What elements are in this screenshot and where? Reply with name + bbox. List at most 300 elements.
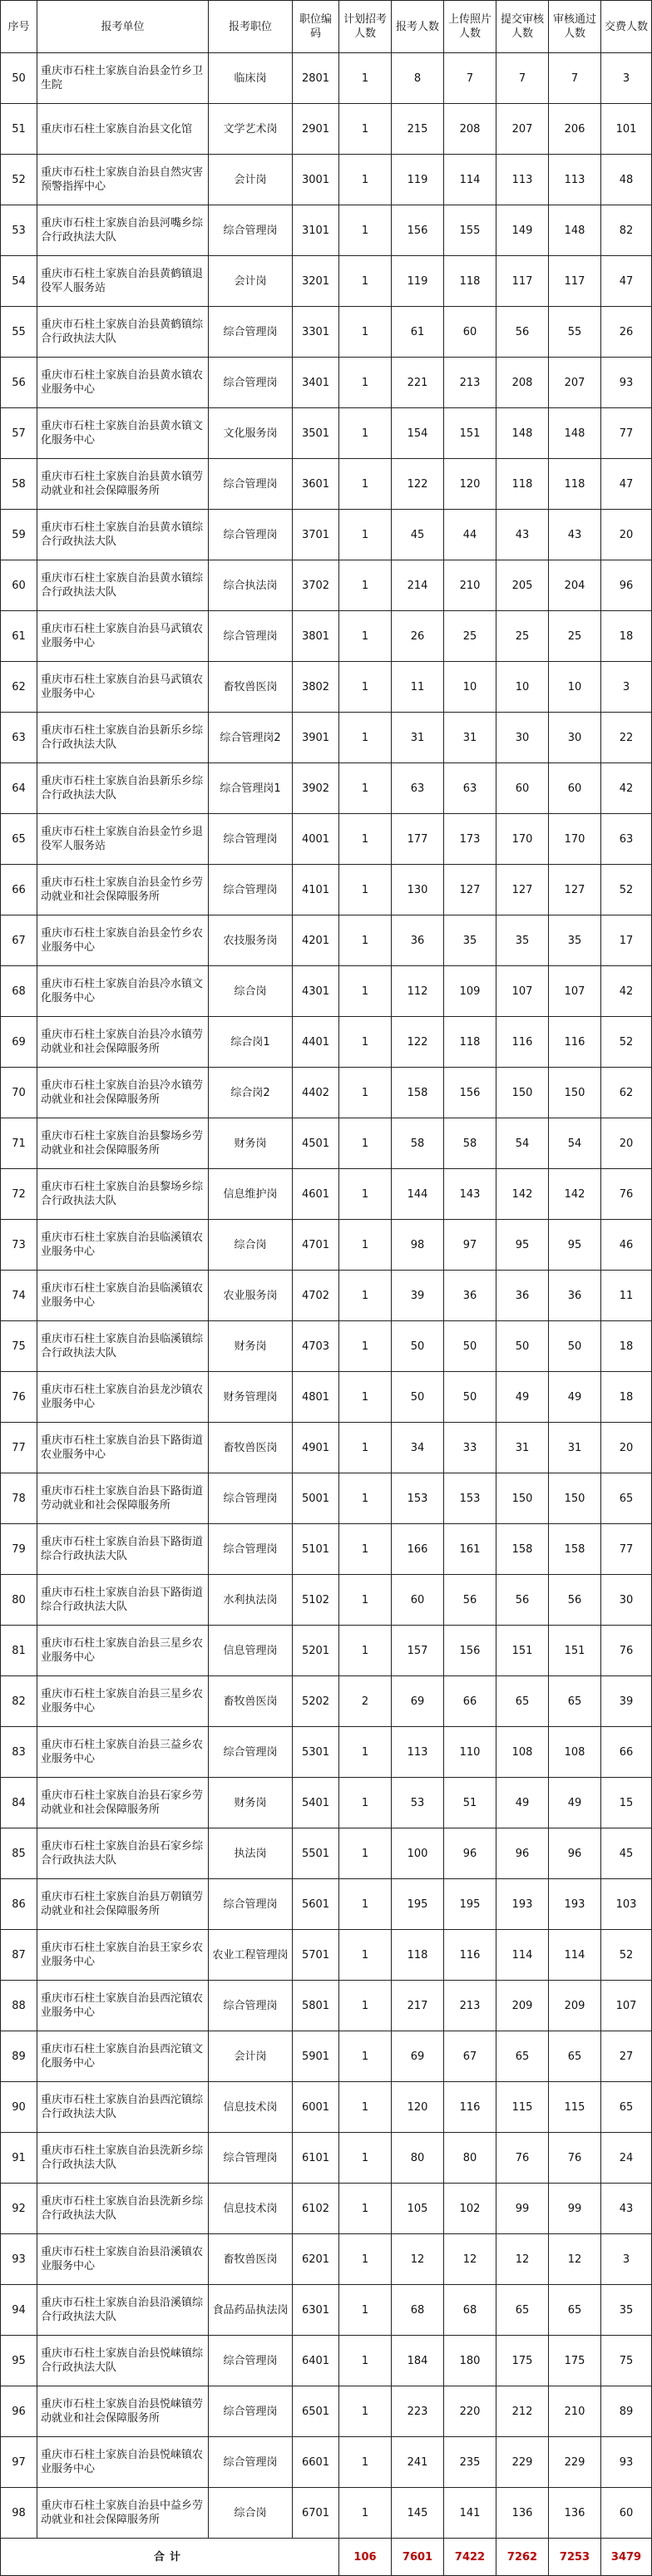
paid-count: 46 <box>601 1220 652 1271</box>
paid-count: 76 <box>601 1169 652 1220</box>
row-index: 62 <box>1 662 37 713</box>
paid-count: 60 <box>601 2488 652 2539</box>
table-row <box>1 1068 652 1118</box>
paid-count: 47 <box>601 256 652 307</box>
plan-count: 1 <box>339 1220 392 1271</box>
header-plan: 计划招考人数 <box>339 1 392 53</box>
position-code: 4601 <box>293 1169 339 1220</box>
position-name: 综合管理岗 <box>209 611 293 662</box>
unit-name: 重庆市石柱土家族自治县三益乡农业服务中心 <box>37 1727 209 1778</box>
position-name: 综合管理岗 <box>209 2437 293 2488</box>
position-code: 5301 <box>293 1727 339 1778</box>
position-name: 信息管理岗 <box>209 1626 293 1676</box>
submitted-count: 136 <box>496 2488 549 2539</box>
position-code: 3702 <box>293 560 339 611</box>
position-code: 4101 <box>293 865 339 915</box>
approved-count: 113 <box>549 155 601 205</box>
row-index: 58 <box>1 459 37 510</box>
approved-count: 10 <box>549 662 601 713</box>
approved-count: 206 <box>549 104 601 155</box>
submitted-count: 150 <box>496 1068 549 1118</box>
table-row <box>1 2082 652 2133</box>
photo-count: 116 <box>444 1930 496 1981</box>
photo-count: 156 <box>444 1068 496 1118</box>
position-name: 会计岗 <box>209 256 293 307</box>
row-index: 79 <box>1 1524 37 1575</box>
position-name: 综合管理岗 <box>209 1727 293 1778</box>
unit-name: 重庆市石柱土家族自治县黄水镇文化服务中心 <box>37 408 209 459</box>
position-name: 财务管理岗 <box>209 1372 293 1423</box>
table-row <box>1 1575 652 1626</box>
applicant-count: 118 <box>392 1930 444 1981</box>
paid-count: 11 <box>601 1271 652 1321</box>
row-index: 53 <box>1 205 37 256</box>
applicant-count: 80 <box>392 2133 444 2184</box>
submitted-count: 193 <box>496 1879 549 1930</box>
submitted-count: 65 <box>496 2031 549 2082</box>
table-row <box>1 560 652 611</box>
approved-count: 49 <box>549 1778 601 1828</box>
applicant-count: 223 <box>392 2386 444 2437</box>
total-submitted: 7262 <box>496 2539 549 2576</box>
row-index: 70 <box>1 1068 37 1118</box>
unit-name: 重庆市石柱土家族自治县三星乡农业服务中心 <box>37 1676 209 1727</box>
submitted-count: 31 <box>496 1423 549 1473</box>
table-body <box>1 53 652 2539</box>
plan-count: 1 <box>339 1372 392 1423</box>
submitted-count: 127 <box>496 865 549 915</box>
position-code: 6201 <box>293 2234 339 2285</box>
total-label: 合计 <box>1 2539 339 2576</box>
unit-name: 重庆市石柱土家族自治县悦崃镇劳动就业和社会保障服务所 <box>37 2386 209 2437</box>
applicant-count: 31 <box>392 713 444 763</box>
table-row <box>1 2437 652 2488</box>
total-approved: 7253 <box>549 2539 601 2576</box>
photo-count: 210 <box>444 560 496 611</box>
position-code: 4801 <box>293 1372 339 1423</box>
paid-count: 3 <box>601 662 652 713</box>
applicant-count: 36 <box>392 915 444 966</box>
submitted-count: 95 <box>496 1220 549 1271</box>
paid-count: 20 <box>601 1118 652 1169</box>
table-row <box>1 713 652 763</box>
approved-count: 65 <box>549 2031 601 2082</box>
plan-count: 1 <box>339 459 392 510</box>
unit-name: 重庆市石柱土家族自治县黄鹤镇退役军人服务站 <box>37 256 209 307</box>
row-index: 75 <box>1 1321 37 1372</box>
position-code: 5202 <box>293 1676 339 1727</box>
applicant-count: 215 <box>392 104 444 155</box>
photo-count: 10 <box>444 662 496 713</box>
submitted-count: 116 <box>496 1017 549 1068</box>
row-index: 94 <box>1 2285 37 2336</box>
photo-count: 80 <box>444 2133 496 2184</box>
approved-count: 150 <box>549 1473 601 1524</box>
plan-count: 1 <box>339 53 392 104</box>
row-index: 85 <box>1 1828 37 1879</box>
position-name: 信息技术岗 <box>209 2184 293 2234</box>
unit-name: 重庆市石柱土家族自治县悦崃镇农业服务中心 <box>37 2437 209 2488</box>
photo-count: 63 <box>444 763 496 814</box>
row-index: 54 <box>1 256 37 307</box>
submitted-count: 96 <box>496 1828 549 1879</box>
photo-count: 12 <box>444 2234 496 2285</box>
applicant-count: 214 <box>392 560 444 611</box>
table-row <box>1 1778 652 1828</box>
submitted-count: 65 <box>496 1676 549 1727</box>
plan-count: 1 <box>339 1626 392 1676</box>
submitted-count: 118 <box>496 459 549 510</box>
paid-count: 96 <box>601 560 652 611</box>
approved-count: 118 <box>549 459 601 510</box>
row-index: 92 <box>1 2184 37 2234</box>
position-name: 综合岗 <box>209 1220 293 1271</box>
submitted-count: 60 <box>496 763 549 814</box>
plan-count: 1 <box>339 256 392 307</box>
header-applicants: 报考人数 <box>392 1 444 53</box>
plan-count: 1 <box>339 1068 392 1118</box>
applicant-count: 113 <box>392 1727 444 1778</box>
position-code: 3802 <box>293 662 339 713</box>
position-name: 综合管理岗 <box>209 814 293 865</box>
table-row <box>1 1524 652 1575</box>
unit-name: 重庆市石柱土家族自治县黄水镇农业服务中心 <box>37 358 209 408</box>
applicant-count: 177 <box>392 814 444 865</box>
table-row <box>1 205 652 256</box>
photo-count: 141 <box>444 2488 496 2539</box>
position-code: 3801 <box>293 611 339 662</box>
unit-name: 重庆市石柱土家族自治县黎场乡劳动就业和社会保障服务所 <box>37 1118 209 1169</box>
plan-count: 1 <box>339 2285 392 2336</box>
approved-count: 56 <box>549 1575 601 1626</box>
plan-count: 2 <box>339 1676 392 1727</box>
position-name: 水利执法岗 <box>209 1575 293 1626</box>
table-row <box>1 510 652 560</box>
submitted-count: 207 <box>496 104 549 155</box>
paid-count: 30 <box>601 1575 652 1626</box>
applicant-count: 122 <box>392 459 444 510</box>
plan-count: 1 <box>339 1879 392 1930</box>
paid-count: 66 <box>601 1727 652 1778</box>
photo-count: 208 <box>444 104 496 155</box>
position-name: 财务岗 <box>209 1321 293 1372</box>
photo-count: 35 <box>444 915 496 966</box>
submitted-count: 117 <box>496 256 549 307</box>
submitted-count: 7 <box>496 53 549 104</box>
paid-count: 101 <box>601 104 652 155</box>
applicant-count: 26 <box>392 611 444 662</box>
row-index: 69 <box>1 1017 37 1068</box>
table-row <box>1 814 652 865</box>
unit-name: 重庆市石柱土家族自治县黎场乡综合行政执法大队 <box>37 1169 209 1220</box>
table-row <box>1 763 652 814</box>
position-code: 2901 <box>293 104 339 155</box>
applicant-count: 53 <box>392 1778 444 1828</box>
applicant-count: 98 <box>392 1220 444 1271</box>
approved-count: 55 <box>549 307 601 358</box>
unit-name: 重庆市石柱土家族自治县河嘴乡综合行政执法大队 <box>37 205 209 256</box>
applicant-count: 8 <box>392 53 444 104</box>
photo-count: 120 <box>444 459 496 510</box>
plan-count: 1 <box>339 1727 392 1778</box>
unit-name: 重庆市石柱土家族自治县王家乡农业服务中心 <box>37 1930 209 1981</box>
approved-count: 76 <box>549 2133 601 2184</box>
row-index: 95 <box>1 2336 37 2386</box>
applicant-count: 158 <box>392 1068 444 1118</box>
position-code: 5102 <box>293 1575 339 1626</box>
paid-count: 107 <box>601 1981 652 2031</box>
approved-count: 117 <box>549 256 601 307</box>
submitted-count: 150 <box>496 1473 549 1524</box>
row-index: 83 <box>1 1727 37 1778</box>
approved-count: 108 <box>549 1727 601 1778</box>
table-row <box>1 53 652 104</box>
table-row <box>1 1220 652 1271</box>
row-index: 50 <box>1 53 37 104</box>
paid-count: 52 <box>601 1930 652 1981</box>
plan-count: 1 <box>339 358 392 408</box>
unit-name: 重庆市石柱土家族自治县西沱镇综合行政执法大队 <box>37 2082 209 2133</box>
submitted-count: 114 <box>496 1930 549 1981</box>
paid-count: 48 <box>601 155 652 205</box>
table-row <box>1 358 652 408</box>
row-index: 84 <box>1 1778 37 1828</box>
applicant-count: 120 <box>392 2082 444 2133</box>
header-code: 职位编码 <box>293 1 339 53</box>
unit-name: 重庆市石柱土家族自治县中益乡劳动就业和社会保障服务所 <box>37 2488 209 2539</box>
position-name: 财务岗 <box>209 1118 293 1169</box>
position-name: 会计岗 <box>209 2031 293 2082</box>
applicant-count: 217 <box>392 1981 444 2031</box>
plan-count: 1 <box>339 1423 392 1473</box>
approved-count: 65 <box>549 1676 601 1727</box>
row-index: 56 <box>1 358 37 408</box>
table-row <box>1 1828 652 1879</box>
unit-name: 重庆市石柱土家族自治县冷水镇文化服务中心 <box>37 966 209 1017</box>
submitted-count: 49 <box>496 1372 549 1423</box>
approved-count: 148 <box>549 408 601 459</box>
applicant-count: 221 <box>392 358 444 408</box>
unit-name: 重庆市石柱土家族自治县临溪镇综合行政执法大队 <box>37 1321 209 1372</box>
position-name: 综合管理岗 <box>209 510 293 560</box>
table-row <box>1 1981 652 2031</box>
submitted-count: 43 <box>496 510 549 560</box>
submitted-count: 209 <box>496 1981 549 2031</box>
table-row <box>1 1473 652 1524</box>
position-name: 综合管理岗 <box>209 1981 293 2031</box>
submitted-count: 99 <box>496 2184 549 2234</box>
position-code: 6601 <box>293 2437 339 2488</box>
applicant-count: 100 <box>392 1828 444 1879</box>
position-name: 综合管理岗1 <box>209 763 293 814</box>
table-row <box>1 1372 652 1423</box>
position-name: 综合管理岗2 <box>209 713 293 763</box>
table-row <box>1 1676 652 1727</box>
paid-count: 45 <box>601 1828 652 1879</box>
table-row <box>1 1930 652 1981</box>
paid-count: 62 <box>601 1068 652 1118</box>
approved-count: 148 <box>549 205 601 256</box>
paid-count: 20 <box>601 1423 652 1473</box>
applicant-count: 119 <box>392 256 444 307</box>
paid-count: 43 <box>601 2184 652 2234</box>
paid-count: 35 <box>601 2285 652 2336</box>
approved-count: 43 <box>549 510 601 560</box>
submitted-count: 76 <box>496 2133 549 2184</box>
unit-name: 重庆市石柱土家族自治县金竹乡卫生院 <box>37 53 209 104</box>
photo-count: 67 <box>444 2031 496 2082</box>
applicant-count: 45 <box>392 510 444 560</box>
applicant-count: 184 <box>392 2336 444 2386</box>
position-code: 6102 <box>293 2184 339 2234</box>
plan-count: 1 <box>339 611 392 662</box>
position-code: 5701 <box>293 1930 339 1981</box>
photo-count: 7 <box>444 53 496 104</box>
header-position: 报考职位 <box>209 1 293 53</box>
position-code: 6401 <box>293 2336 339 2386</box>
submitted-count: 113 <box>496 155 549 205</box>
plan-count: 1 <box>339 1118 392 1169</box>
row-index: 55 <box>1 307 37 358</box>
position-code: 6701 <box>293 2488 339 2539</box>
submitted-count: 107 <box>496 966 549 1017</box>
applicant-count: 11 <box>392 662 444 713</box>
unit-name: 重庆市石柱土家族自治县石家乡劳动就业和社会保障服务所 <box>37 1778 209 1828</box>
table-row <box>1 256 652 307</box>
photo-count: 127 <box>444 865 496 915</box>
position-name: 综合岗 <box>209 2488 293 2539</box>
photo-count: 220 <box>444 2386 496 2437</box>
submitted-count: 10 <box>496 662 549 713</box>
plan-count: 1 <box>339 763 392 814</box>
row-index: 66 <box>1 865 37 915</box>
header-approved: 审核通过人数 <box>549 1 601 53</box>
unit-name: 重庆市石柱土家族自治县下路街道综合行政执法大队 <box>37 1575 209 1626</box>
position-name: 综合管理岗 <box>209 358 293 408</box>
photo-count: 143 <box>444 1169 496 1220</box>
plan-count: 1 <box>339 1169 392 1220</box>
unit-name: 重庆市石柱土家族自治县冷水镇劳动就业和社会保障服务所 <box>37 1017 209 1068</box>
submitted-count: 158 <box>496 1524 549 1575</box>
position-name: 执法岗 <box>209 1828 293 1879</box>
row-index: 91 <box>1 2133 37 2184</box>
unit-name: 重庆市石柱土家族自治县三星乡农业服务中心 <box>37 1626 209 1676</box>
submitted-count: 65 <box>496 2285 549 2336</box>
approved-count: 36 <box>549 1271 601 1321</box>
photo-count: 109 <box>444 966 496 1017</box>
photo-count: 114 <box>444 155 496 205</box>
row-index: 87 <box>1 1930 37 1981</box>
table-row <box>1 2184 652 2234</box>
unit-name: 重庆市石柱土家族自治县下路街道劳动就业和社会保障服务所 <box>37 1473 209 1524</box>
submitted-count: 208 <box>496 358 549 408</box>
submitted-count: 175 <box>496 2336 549 2386</box>
photo-count: 153 <box>444 1473 496 1524</box>
unit-name: 重庆市石柱土家族自治县临溪镇农业服务中心 <box>37 1271 209 1321</box>
paid-count: 93 <box>601 2437 652 2488</box>
submitted-count: 170 <box>496 814 549 865</box>
submitted-count: 115 <box>496 2082 549 2133</box>
position-code: 6101 <box>293 2133 339 2184</box>
plan-count: 1 <box>339 1778 392 1828</box>
table-row <box>1 1626 652 1676</box>
photo-count: 58 <box>444 1118 496 1169</box>
applicant-count: 50 <box>392 1372 444 1423</box>
plan-count: 1 <box>339 560 392 611</box>
approved-count: 127 <box>549 865 601 915</box>
table-row <box>1 1271 652 1321</box>
paid-count: 18 <box>601 1321 652 1372</box>
paid-count: 15 <box>601 1778 652 1828</box>
position-code: 4701 <box>293 1220 339 1271</box>
table-row <box>1 2133 652 2184</box>
table-row <box>1 2488 652 2539</box>
position-code: 2801 <box>293 53 339 104</box>
position-code: 6501 <box>293 2386 339 2437</box>
table-row <box>1 865 652 915</box>
approved-count: 175 <box>549 2336 601 2386</box>
photo-count: 110 <box>444 1727 496 1778</box>
position-code: 4703 <box>293 1321 339 1372</box>
row-index: 77 <box>1 1423 37 1473</box>
plan-count: 1 <box>339 2234 392 2285</box>
header-unit: 报考单位 <box>37 1 209 53</box>
approved-count: 50 <box>549 1321 601 1372</box>
position-name: 农业工程管理岗 <box>209 1930 293 1981</box>
applicant-count: 12 <box>392 2234 444 2285</box>
submitted-count: 35 <box>496 915 549 966</box>
approved-count: 96 <box>549 1828 601 1879</box>
position-code: 3001 <box>293 155 339 205</box>
paid-count: 18 <box>601 1372 652 1423</box>
table-row <box>1 1879 652 1930</box>
table-row <box>1 2386 652 2437</box>
approved-count: 204 <box>549 560 601 611</box>
position-name: 综合岗2 <box>209 1068 293 1118</box>
unit-name: 重庆市石柱土家族自治县自然灾害预警指挥中心 <box>37 155 209 205</box>
unit-name: 重庆市石柱土家族自治县金竹乡退役军人服务站 <box>37 814 209 865</box>
unit-name: 重庆市石柱土家族自治县黄鹤镇综合行政执法大队 <box>37 307 209 358</box>
paid-count: 82 <box>601 205 652 256</box>
position-name: 综合管理岗 <box>209 2336 293 2386</box>
photo-count: 25 <box>444 611 496 662</box>
position-code: 5101 <box>293 1524 339 1575</box>
plan-count: 1 <box>339 1017 392 1068</box>
table-row <box>1 2031 652 2082</box>
paid-count: 93 <box>601 358 652 408</box>
approved-count: 170 <box>549 814 601 865</box>
position-code: 4702 <box>293 1271 339 1321</box>
approved-count: 136 <box>549 2488 601 2539</box>
unit-name: 重庆市石柱土家族自治县下路街道农业服务中心 <box>37 1423 209 1473</box>
paid-count: 75 <box>601 2336 652 2386</box>
position-name: 畜牧兽医岗 <box>209 662 293 713</box>
position-name: 食品药品执法岗 <box>209 2285 293 2336</box>
photo-count: 33 <box>444 1423 496 1473</box>
row-index: 93 <box>1 2234 37 2285</box>
approved-count: 31 <box>549 1423 601 1473</box>
submitted-count: 12 <box>496 2234 549 2285</box>
row-index: 74 <box>1 1271 37 1321</box>
total-row <box>1 2539 652 2576</box>
position-code: 6001 <box>293 2082 339 2133</box>
photo-count: 155 <box>444 205 496 256</box>
approved-count: 30 <box>549 713 601 763</box>
approved-count: 151 <box>549 1626 601 1676</box>
applicant-count: 195 <box>392 1879 444 1930</box>
plan-count: 1 <box>339 155 392 205</box>
position-name: 综合岗 <box>209 966 293 1017</box>
